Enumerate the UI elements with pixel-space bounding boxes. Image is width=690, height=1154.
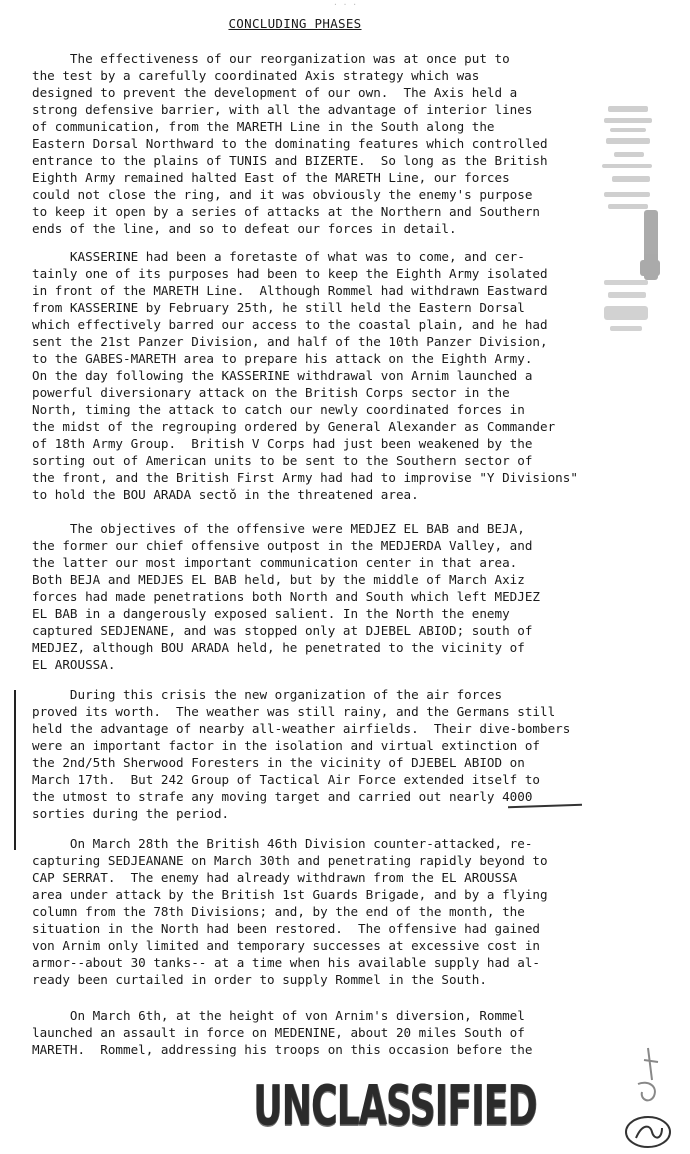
paragraph-line: MARETH. Rommel, addressing his troops on this occasion before the (32, 1042, 533, 1057)
paragraph-5 (32, 835, 612, 988)
paragraph-line: could not close the ring, and it was obviously the enemy's purpose (32, 187, 533, 202)
paragraph-line: Both BEJA and MEDJES EL BAB held, but by the middle of March Axiz (32, 572, 525, 587)
paragraph-3 (32, 520, 612, 673)
top-stamp-mark: · · · (332, 0, 358, 9)
paragraph-line: to hold the BOU ARADA sectǒ in the threatened area. (32, 487, 419, 502)
handwritten-initials-mark (618, 1040, 680, 1150)
unclassified-stamp-text: UNCLASSIFIED (253, 1074, 537, 1138)
paragraph-line: EL AROUSSA. (32, 657, 116, 672)
paragraph-line: from KASSERINE by February 25th, he still held the Eastern Dorsal (32, 300, 525, 315)
paragraph-line: situation in the North had been restored. The offensive had gained (32, 921, 540, 936)
paragraph-line: The effectiveness of our reorganization was at once put to (32, 51, 510, 66)
paragraph-line: capturing SEDJEANANE on March 30th and penetrating rapidly beyond to (32, 853, 548, 868)
paragraph-line: the 2nd/5th Sherwood Foresters in the vicinity of DJEBEL ABIOD on (32, 755, 525, 770)
paragraph-line: On the day following the KASSERINE withdrawal von Arnim launched a (32, 368, 533, 383)
paragraph-line: captured SEDJENANE, and was stopped only at DJEBEL ABIOD; south of (32, 623, 533, 638)
paragraph-line: to the GABES-MARETH area to prepare his attack on the Eighth Army. (32, 351, 533, 366)
paragraph-line: designed to prevent the development of our own. The Axis held a (32, 85, 518, 100)
paragraph-line: March 17th. But 242 Group of Tactical Air Force extended itself to (32, 772, 540, 787)
paragraph-line: the midst of the regrouping ordered by General Alexander as Commander (32, 419, 556, 434)
paragraph-line: KASSERINE had been a foretaste of what was to come, and cer- (32, 249, 525, 264)
paragraph-line: the front, and the British First Army had had to improvise "Y Divisions" (32, 470, 578, 485)
paragraph-line: to keep it open by a series of attacks at the Northern and Southern (32, 204, 540, 219)
paragraph-6 (32, 1007, 612, 1058)
paragraph-line: The objectives of the offensive were MEDJEZ EL BAB and BEJA, (32, 521, 525, 536)
page-title: CONCLUDING PHASES (228, 16, 362, 31)
paragraph-1 (32, 50, 612, 237)
paragraph-line: proved its worth. The weather was still rainy, and the Germans still (32, 704, 556, 719)
paragraph-line: strong defensive barrier, with all the advantage of interior lines (32, 102, 533, 117)
paragraph-2 (32, 248, 612, 503)
scribble-icon (618, 1040, 680, 1150)
paragraph-line: sorting out of American units to be sent to the Southern sector of (32, 453, 533, 468)
paragraph-line: EL BAB in a dangerously exposed salient. In the North the enemy (32, 606, 510, 621)
paragraph-line: On March 28th the British 46th Division counter-attacked, re- (32, 836, 533, 851)
paragraph-line: ready been curtailed in order to supply Rommel in the South. (32, 972, 487, 987)
paragraph-4 (32, 686, 612, 822)
paragraph-line: the utmost to strafe any moving target and carried out nearly 4000 (32, 789, 533, 804)
paragraph-line: CAP SERRAT. The enemy had already withdrawn from the EL AROUSSA (32, 870, 518, 885)
paragraph-line: of 18th Army Group. British V Corps had just been weakened by the (32, 436, 533, 451)
paragraph-line: sent the 21st Panzer Division, and half of the 10th Panzer Division, (32, 334, 548, 349)
paragraph-line: in front of the MARETH Line. Although Rommel had withdrawn Eastward (32, 283, 548, 298)
paragraph-line: During this crisis the new organization of the air forces (32, 687, 503, 702)
paragraph-line: held the advantage of nearby all-weather airfields. Their dive-bombers (32, 721, 571, 736)
paragraph-line: von Arnim only limited and temporary successes at excessive cost in (32, 938, 540, 953)
paragraph-line: On March 6th, at the height of von Arnim's diversion, Rommel (32, 1008, 525, 1023)
paragraph-line: of communication, from the MARETH Line in the South along the (32, 119, 495, 134)
paragraph-line: column from the 78th Divisions; and, by the end of the month, the (32, 904, 525, 919)
paragraph-line: tainly one of its purposes had been to keep the Eighth Army isolated (32, 266, 548, 281)
paragraph-line: forces had made penetrations both North and South which left MEDJEZ (32, 589, 540, 604)
paragraph-line: the test by a carefully coordinated Axis strategy which was (32, 68, 480, 83)
paragraph-line: launched an assault in force on MEDENINE, about 20 miles South of (32, 1025, 525, 1040)
paragraph-line: Eastern Dorsal Northward to the dominating features which controlled (32, 136, 548, 151)
paragraph-line: were an important factor in the isolation and virtual extinction of (32, 738, 540, 753)
paragraph-line: Eighth Army remained halted East of the MARETH Line, our forces (32, 170, 510, 185)
stamp-smudge-icon (600, 100, 672, 350)
paragraph-line: which effectively barred our access to the coastal plain, and he had (32, 317, 548, 332)
paragraph-line: North, timing the attack to catch our newly coordinated forces in (32, 402, 525, 417)
paragraph-line: ends of the line, and so to defeat our forces in detail. (32, 221, 457, 236)
unclassified-stamp (253, 1074, 537, 1138)
side-declassification-stamp (600, 100, 672, 350)
paragraph-line: powerful diversionary attack on the British Corps sector in the (32, 385, 510, 400)
paragraph-line: entrance to the plains of TUNIS and BIZERTE. So long as the British (32, 153, 548, 168)
paragraph-line: the latter our most important communication center in that area. (32, 555, 518, 570)
margin-vertical-mark (14, 690, 16, 850)
paragraph-line: the former our chief offensive outpost in the MEDJERDA Valley, and (32, 538, 533, 553)
paragraph-line: sorties during the period. (32, 806, 230, 821)
paragraph-line: armor--about 30 tanks-- at a time when his available supply had al- (32, 955, 540, 970)
paragraph-line: area under attack by the British 1st Guards Brigade, and by a flying (32, 887, 548, 902)
paragraph-line: MEDJEZ, although BOU ARADA held, he penetrated to the vicinity of (32, 640, 525, 655)
